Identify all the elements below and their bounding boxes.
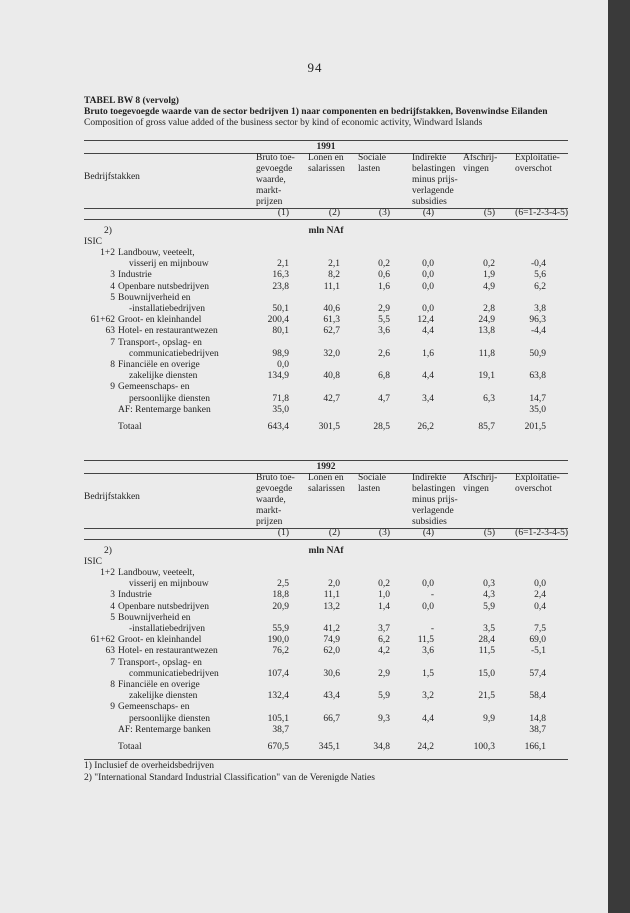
isic-label: ISIC [84,237,102,247]
total-row [84,742,568,753]
column-number: (3) [378,208,390,218]
row-label: AF: Rentemarge banken [118,724,211,735]
row-label: Bouwnijverheid en [118,612,191,623]
table-row [84,646,568,657]
row-label: Financiële en overige [118,680,200,690]
value-cell: 14,7 [529,393,546,404]
table-row [84,248,568,259]
value-cell: 0,2 [378,259,390,270]
value-cell: 13,8 [478,326,495,337]
value-cell: 4,4 [422,713,434,724]
value-cell: 0,0 [422,281,434,292]
table-row [84,270,568,281]
value-cell: 32,0 [323,348,340,359]
value-cell: 3,2 [422,691,434,702]
row-label: -installatiebedrijven [129,304,205,314]
value-cell: 3,6 [422,646,434,657]
table-row [84,613,568,624]
row-label: Openbare nutsbedrijven [118,281,210,292]
column-header: Exploitatie- overschot [515,153,560,174]
row-label: Groot- en kleinhandel [118,315,202,326]
row-label: Hotel- en restaurantwezen [118,326,218,337]
table-row [84,371,568,382]
table-row [84,259,568,270]
value-cell: 50,1 [272,304,289,314]
value-cell: 2,9 [378,304,390,314]
table-row [84,590,568,601]
isic-code: 8 [110,360,115,370]
value-cell: 40,8 [323,371,340,382]
value-cell: 2,1 [328,259,340,270]
row-label: Landbouw, veeteelt, [118,568,195,578]
total-value: 28,5 [373,422,390,432]
value-cell: 55,9 [272,624,289,634]
value-cell: 63,8 [529,371,546,382]
value-cell: 134,9 [267,371,289,382]
value-cell: 1,0 [378,590,390,601]
table-title: Bruto toegevoegde waarde van de sector bedrijven 1) naar componenten en bedrijfstakken, Bovenwindse Eilanden [84,107,548,117]
row-label: Groot- en kleinhandel [118,635,202,646]
value-cell: 107,4 [267,668,289,679]
value-cell: 50,9 [529,348,546,359]
column-header: Afschrij- vingen [463,153,498,174]
value-cell: 0,3 [483,579,495,590]
value-cell: 76,2 [272,646,289,657]
value-cell: 8,2 [328,270,340,281]
footnote-1: 1) Inclusief de overheidsbedrijven [84,761,215,771]
row-label: Transport-, opslag- en [118,657,202,668]
value-cell: 42,7 [323,393,340,404]
unit-label: mln NAf [308,226,344,236]
isic-code: 1+2 [100,568,115,578]
table-row [84,725,568,736]
total-label: Totaal [118,422,142,432]
value-cell: 28,4 [478,635,495,646]
row-label: Openbare nutsbedrijven [118,601,210,612]
isic-code: 61+62 [90,635,115,646]
value-cell: 4,9 [483,281,495,292]
total-value: 201,5 [524,422,546,432]
isic-code: 3 [110,270,115,281]
value-cell: 15,0 [478,668,495,679]
header-bottom-rule [84,219,568,220]
total-value: 166,1 [524,742,546,752]
value-cell: 6,2 [534,281,546,292]
table-row [84,349,568,360]
isic-code: 4 [110,601,115,612]
total-value: 100,3 [473,742,495,752]
isic-code: 5 [110,612,115,623]
table-row [84,568,568,579]
value-cell: 35,0 [529,404,546,415]
table-row [84,691,568,702]
column-header: Indirekte belastingen minus prijs- verlagende subsidies [412,473,458,527]
value-cell: 9,3 [378,713,390,724]
table-row [84,669,568,680]
column-number: (6=1-2-3-4-5) [515,208,568,218]
column-number: (3) [378,528,390,538]
table-subtitle: Composition of gross value added of the business sector by kind of economic activity, Windward Islands [84,118,483,128]
value-cell: 69,0 [529,635,546,646]
isic-code: 3 [110,590,115,601]
value-cell: 11,1 [323,590,340,601]
value-cell: 40,6 [323,304,340,314]
table-row [84,405,568,416]
total-value: 85,7 [478,422,495,432]
isic-code: 9 [110,382,115,393]
table-row [84,579,568,590]
value-cell: 0,6 [378,270,390,281]
row-label: Landbouw, veeteelt, [118,248,195,258]
value-cell: 20,9 [272,601,289,612]
total-value: 301,5 [318,422,340,432]
column-number: (2) [328,208,340,218]
column-number: (1) [277,528,289,538]
value-cell: 5,5 [378,315,390,326]
value-cell: 98,9 [272,348,289,359]
column-number: (5) [483,528,495,538]
value-cell: 2,1 [277,259,289,270]
column-number: (5) [483,208,495,218]
value-cell: 4,4 [422,326,434,337]
table-row [84,714,568,725]
year-heading: 1991 [316,142,336,152]
row-header-label: Bedrijfstakken [84,492,140,502]
value-cell: 3,8 [534,304,546,314]
total-value: 34,8 [373,742,390,752]
value-cell: 1,6 [378,281,390,292]
row-label: -installatiebedrijven [129,624,205,634]
value-cell: 3,4 [422,393,434,404]
header-bottom-rule [84,539,568,540]
isic-code: 8 [110,680,115,690]
value-cell: 66,7 [323,713,340,724]
column-header: Afschrij- vingen [463,473,498,494]
table-row [84,382,568,393]
value-cell: 4,2 [378,646,390,657]
table-row [84,360,568,371]
row-label: visserij en mijnbouw [129,259,209,270]
table-row [84,635,568,646]
total-value: 26,2 [417,422,434,432]
total-value: 643,4 [267,422,289,432]
value-cell: 0,0 [422,304,434,314]
scan-edge [608,0,630,913]
value-cell: 132,4 [267,691,289,702]
isic-code: 1+2 [100,248,115,258]
isic-note: 2) [104,226,112,236]
total-row [84,422,568,433]
value-cell: 0,2 [378,579,390,590]
unit-label: mln NAf [308,546,344,556]
total-value: 24,2 [417,742,434,752]
footnote-2: 2) "International Standard Industrial Classification" van de Verenigde Naties [84,773,375,783]
value-cell: 6,2 [378,635,390,646]
value-cell: 11,5 [478,646,495,657]
value-cell: 4,4 [422,371,434,382]
value-cell: 105,1 [267,713,289,724]
column-header: Lonen en salarissen [308,153,345,174]
table-id: TABEL BW 8 (vervolg) [84,96,179,106]
table-row [84,702,568,713]
value-cell: 2,4 [534,590,546,601]
value-cell: 16,3 [272,270,289,281]
column-number: (1) [277,208,289,218]
table-row [84,658,568,669]
value-cell: -4,4 [530,326,546,337]
value-cell: 9,9 [483,713,495,724]
value-cell: 43,4 [323,691,340,702]
value-cell: 11,1 [323,281,340,292]
value-cell: 96,3 [529,315,546,326]
column-number: (2) [328,528,340,538]
value-cell: 38,7 [272,724,289,735]
value-cell: 57,4 [529,668,546,679]
row-label: Industrie [118,590,152,601]
value-cell: 1,9 [483,270,495,281]
value-cell: 21,5 [478,691,495,702]
value-cell: - [430,624,434,634]
row-label: Gemeenschaps- en [118,382,190,393]
value-cell: 2,5 [277,579,289,590]
value-cell: 5,6 [534,270,546,281]
value-cell: 62,7 [323,326,340,337]
value-cell: 4,7 [378,393,390,404]
footnote-divider [84,759,568,760]
table-row [84,602,568,613]
value-cell: 6,8 [378,371,390,382]
value-cell: 2,8 [483,304,495,314]
isic-code: 7 [110,657,115,668]
row-label: communicatiebedrijven [129,348,219,359]
isic-code: 63 [105,646,115,657]
table-row [84,680,568,691]
table-row [84,326,568,337]
value-cell: 35,0 [272,404,289,415]
column-number: (4) [422,208,434,218]
value-cell: 61,3 [323,315,340,326]
value-cell: 2,0 [328,579,340,590]
value-cell: 200,4 [267,315,289,326]
value-cell: 2,9 [378,668,390,679]
row-header-label: Bedrijfstakken [84,172,140,182]
column-header: Indirekte belastingen minus prijs- verlagende subsidies [412,153,458,207]
row-label: Bouwnijverheid en [118,292,191,303]
value-cell: 0,0 [422,259,434,270]
total-label: Totaal [118,742,142,752]
isic-note: 2) [104,546,112,556]
row-label: zakelijke diensten [129,691,198,702]
value-cell: 62,0 [323,646,340,657]
value-cell: 12,4 [417,315,434,326]
row-label: persoonlijke diensten [129,713,210,724]
isic-code: 7 [110,337,115,348]
value-cell: 38,7 [529,724,546,735]
isic-code: 63 [105,326,115,337]
row-label: visserij en mijnbouw [129,579,209,590]
value-cell: 24,9 [478,315,495,326]
table-row [84,282,568,293]
value-cell: 4,3 [483,590,495,601]
value-cell: 0,0 [277,360,289,370]
value-cell: 0,0 [422,579,434,590]
column-header: Bruto toe- gevoegde waarde, markt- prijzen [256,153,295,207]
value-cell: 6,3 [483,393,495,404]
row-label: AF: Rentemarge banken [118,404,211,415]
total-value: 345,1 [318,742,340,752]
value-cell: 13,2 [323,601,340,612]
isic-code: 4 [110,281,115,292]
value-cell: - [430,590,434,601]
value-cell: 14,8 [529,713,546,724]
value-cell: 11,8 [478,348,495,359]
table-row [84,315,568,326]
value-cell: 3,6 [378,326,390,337]
value-cell: 58,4 [529,691,546,702]
value-cell: 1,6 [422,348,434,359]
table-top-rule [84,140,568,141]
row-label: Transport-, opslag- en [118,337,202,348]
value-cell: 0,4 [534,601,546,612]
row-label: Industrie [118,270,152,281]
value-cell: 23,8 [272,281,289,292]
table-row [84,304,568,315]
value-cell: 190,0 [267,635,289,646]
table-row [84,293,568,304]
row-label: Financiële en overige [118,360,200,370]
row-label: communicatiebedrijven [129,668,219,679]
value-cell: 2,6 [378,348,390,359]
row-label: Gemeenschaps- en [118,702,190,713]
value-cell: 0,0 [422,601,434,612]
value-cell: 0,0 [422,270,434,281]
value-cell: -0,4 [530,259,546,270]
row-label: persoonlijke diensten [129,393,210,404]
value-cell: 0,2 [483,259,495,270]
value-cell: 30,6 [323,668,340,679]
value-cell: 1,4 [378,601,390,612]
value-cell: 3,7 [378,624,390,634]
column-header: Lonen en salarissen [308,473,345,494]
column-number: (6=1-2-3-4-5) [515,528,568,538]
value-cell: 80,1 [272,326,289,337]
table-row [84,624,568,635]
column-header: Sociale lasten [358,153,386,174]
value-cell: 7,5 [534,624,546,634]
total-value: 670,5 [267,742,289,752]
row-label: Hotel- en restaurantwezen [118,646,218,657]
table-row [84,394,568,405]
year-heading: 1992 [316,462,336,472]
page-number: 94 [307,60,323,75]
value-cell: 41,2 [323,624,340,634]
value-cell: 71,8 [272,393,289,404]
column-header: Exploitatie- overschot [515,473,560,494]
value-cell: 1,5 [422,668,434,679]
column-number: (4) [422,528,434,538]
value-cell: 5,9 [483,601,495,612]
column-header: Sociale lasten [358,473,386,494]
isic-code: 9 [110,702,115,713]
table-top-rule [84,460,568,461]
value-cell: 11,5 [417,635,434,646]
table-row [84,338,568,349]
row-label: zakelijke diensten [129,371,198,382]
value-cell: 0,0 [534,579,546,590]
value-cell: 3,5 [483,624,495,634]
column-header: Bruto toe- gevoegde waarde, markt- prijzen [256,473,295,527]
isic-code: 61+62 [90,315,115,326]
isic-label: ISIC [84,557,102,567]
value-cell: 5,9 [378,691,390,702]
value-cell: 19,1 [478,371,495,382]
isic-code: 5 [110,292,115,303]
value-cell: 74,9 [323,635,340,646]
value-cell: -5,1 [530,646,546,657]
value-cell: 18,8 [272,590,289,601]
